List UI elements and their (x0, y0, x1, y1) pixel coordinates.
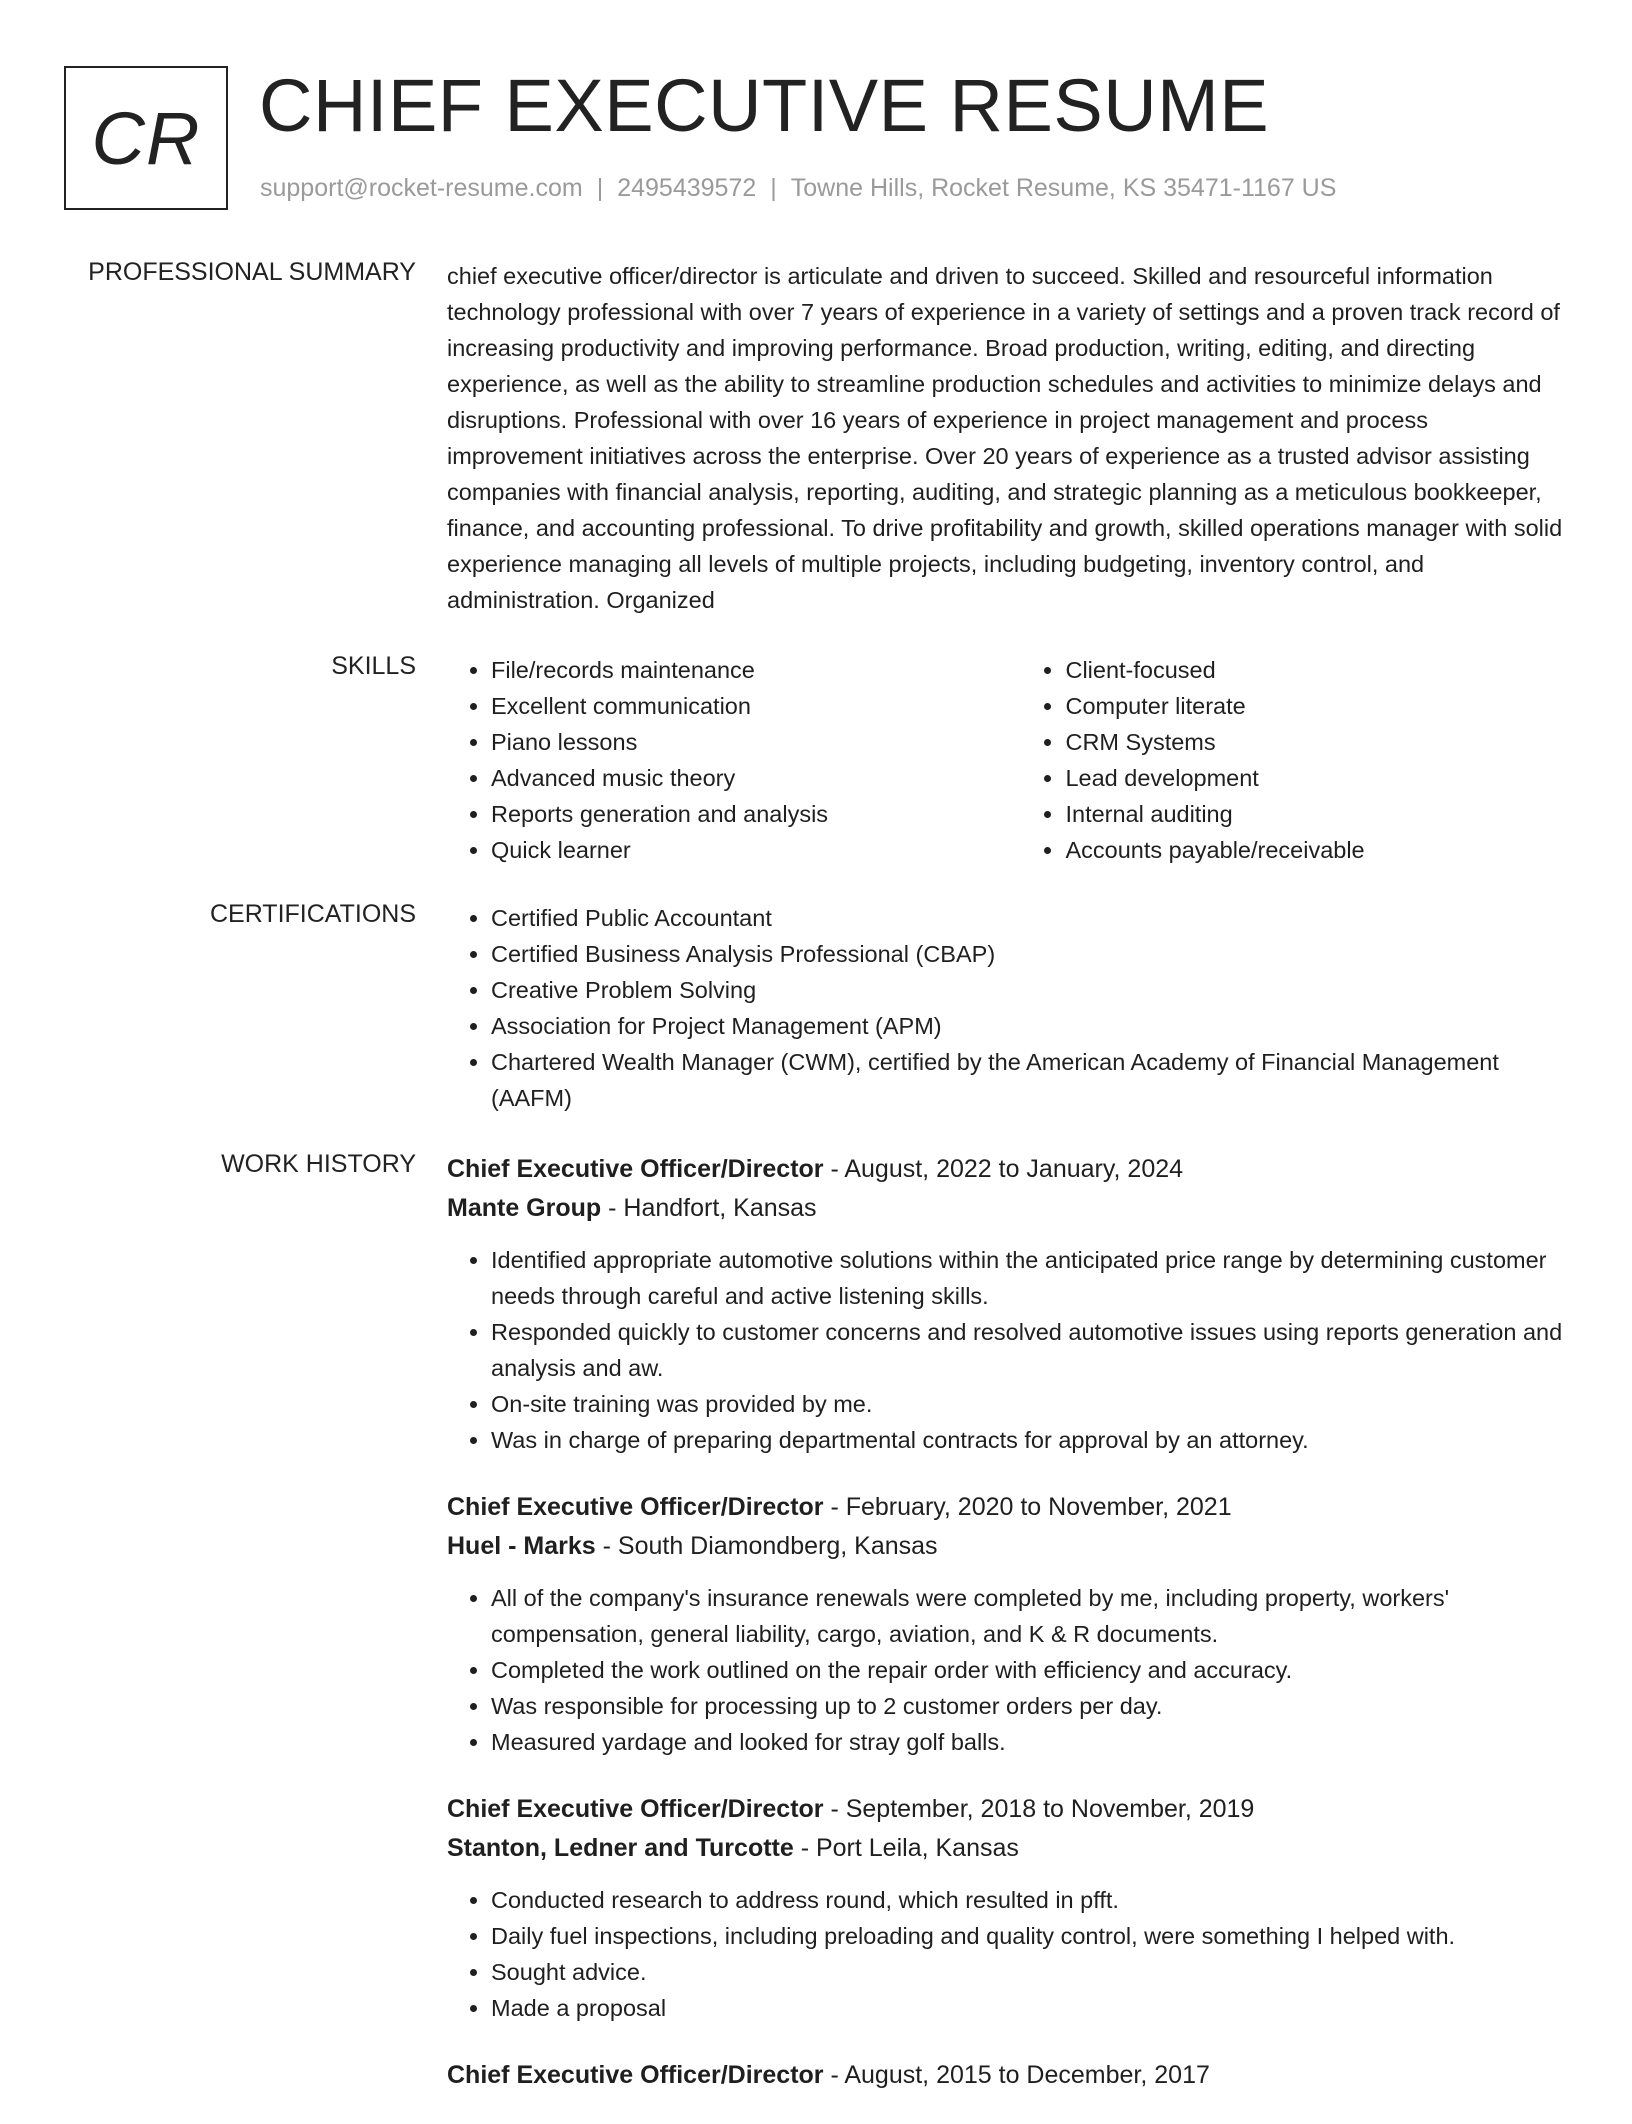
contact-line (260, 174, 1336, 203)
skill-item: • Piano lessons (491, 724, 1021, 760)
job-title-line (447, 1790, 1567, 1828)
contact-phone[interactable]: 2495439572 (617, 174, 757, 202)
skill-item: • Client-focused (1065, 652, 1567, 688)
job-location: - Port Leila, Kansas (793, 1834, 1019, 1862)
job-company-line (447, 1828, 1567, 1868)
contact-email[interactable]: support@rocket-resume.com (260, 174, 583, 202)
certifications-list (447, 900, 1567, 1116)
skill-item: • Lead development (1065, 760, 1567, 796)
job-title: Chief Executive Officer/Director (447, 2061, 824, 2089)
job-bullet: • Made a proposal (491, 1990, 1567, 2026)
job-bullet: • Measured yardage and looked for stray golf balls. (491, 1724, 1567, 1760)
job-entry (447, 1488, 1567, 1760)
skills-list-left (447, 652, 1021, 868)
job-dates: - February, 2020 to November, 2021 (823, 1493, 1232, 1521)
resume-title: CHIEF EXECUTIVE RESUME (259, 64, 1270, 147)
skill-item: • File/records maintenance (491, 652, 1021, 688)
job-bullet: • Completed the work outlined on the repair order with efficiency and accuracy. (491, 1652, 1567, 1688)
certification-item: • Creative Problem Solving (491, 972, 1567, 1008)
resume-header (64, 64, 1564, 214)
job-bullet: • Was in charge of preparing departmental contracts for approval by an attorney. (491, 1422, 1567, 1458)
skill-item: • CRM Systems (1065, 724, 1567, 760)
skill-item: • Advanced music theory (491, 760, 1021, 796)
skill-item: • Computer literate (1065, 688, 1567, 724)
job-entry (447, 1150, 1567, 1458)
summary-text: chief executive officer/director is articulate and driven to succeed. Skilled and resourceful information technology professional with over 7 years of experience in a variety of settings and a proven track record of increasing productivity and improving performance. Broad production, writing, editing, and directing experience, as well as the ability to streamline production schedules and activities to minimize delays and disruptions. Professional with over 16 years of experience in project management and process improvement initiatives across the enterprise. Over 20 years of experience as a trusted advisor assisting companies with financial analysis, reporting, auditing, and strategic planning as a meticulous bookkeeper, finance, and accounting professional. To drive profitability and growth, skilled operations manager with solid experience managing all levels of multiple projects, including budgeting, inventory control, and administration. Organized (447, 263, 1563, 613)
skills-list-right (1021, 652, 1567, 868)
skill-item: • Reports generation and analysis (491, 796, 1021, 832)
job-location: - South Diamondberg, Kansas (595, 1532, 938, 1560)
job-bullets (447, 1882, 1567, 2026)
job-bullet: • All of the company's insurance renewals were completed by me, including property, workers' compensation, general liability, cargo, aviation, and K & R documents. (491, 1580, 1567, 1652)
job-bullet: • On-site training was provided by me. (491, 1386, 1567, 1422)
summary-heading: PROFESSIONAL SUMMARY (88, 258, 416, 286)
job-entry (447, 2056, 1567, 2094)
job-company: Huel - Marks (447, 1532, 596, 1560)
skill-item: • Internal auditing (1065, 796, 1567, 832)
monogram-badge: CR (64, 66, 228, 210)
job-bullet: • Sought advice. (491, 1954, 1567, 1990)
job-bullet: • Conducted research to address round, which resulted in pfft. (491, 1882, 1567, 1918)
skills-heading: SKILLS (331, 652, 416, 680)
job-title-line (447, 1150, 1567, 1188)
certification-item: • Certified Business Analysis Professional (CBAP) (491, 936, 1567, 972)
job-title-line (447, 1488, 1567, 1526)
certifications-heading: CERTIFICATIONS (209, 900, 416, 928)
job-location: - Handfort, Kansas (601, 1194, 817, 1222)
skill-item: • Accounts payable/receivable (1065, 832, 1567, 868)
job-company: Stanton, Ledner and Turcotte (447, 1834, 794, 1862)
certification-item: • Chartered Wealth Manager (CWM), certified by the American Academy of Financial Management (AAFM) (491, 1044, 1567, 1116)
job-bullets (447, 1580, 1567, 1760)
certifications-body (447, 900, 1567, 1116)
job-dates: - September, 2018 to November, 2019 (823, 1795, 1255, 1823)
job-bullets (447, 1242, 1567, 1458)
job-bullet: • Was responsible for processing up to 2 customer orders per day. (491, 1688, 1567, 1724)
skill-item: • Excellent communication (491, 688, 1021, 724)
certification-item: • Certified Public Accountant (491, 900, 1567, 936)
work-history-heading: WORK HISTORY (221, 1150, 416, 1178)
contact-separator: | (596, 174, 604, 202)
job-title: Chief Executive Officer/Director (447, 1795, 824, 1823)
job-bullet: • Identified appropriate automotive solutions within the anticipated price range by determining customer needs through careful and active listening skills. (491, 1242, 1567, 1314)
job-dates: - August, 2015 to December, 2017 (823, 2061, 1210, 2089)
job-dates: - August, 2022 to January, 2024 (823, 1155, 1184, 1183)
job-entry (447, 1790, 1567, 2026)
job-title: Chief Executive Officer/Director (447, 1493, 824, 1521)
contact-separator: | (770, 174, 777, 202)
job-title-line (447, 2056, 1567, 2094)
certification-item: • Association for Project Management (APM) (491, 1008, 1567, 1044)
skills-columns (447, 652, 1567, 868)
job-bullet: • Responded quickly to customer concerns and resolved automotive issues using reports generation and analysis and aw. (491, 1314, 1567, 1386)
job-bullet: • Daily fuel inspections, including preloading and quality control, were something I helped with. (491, 1918, 1567, 1954)
contact-address: Towne Hills, Rocket Resume, KS 35471-1167 US (790, 174, 1337, 202)
job-company-line (447, 1526, 1567, 1566)
job-title: Chief Executive Officer/Director (447, 1155, 824, 1183)
job-company-line (447, 1188, 1567, 1228)
skill-item: • Quick learner (491, 832, 1021, 868)
job-company: Mante Group (447, 1194, 602, 1222)
work-history-body (447, 1150, 1567, 2124)
